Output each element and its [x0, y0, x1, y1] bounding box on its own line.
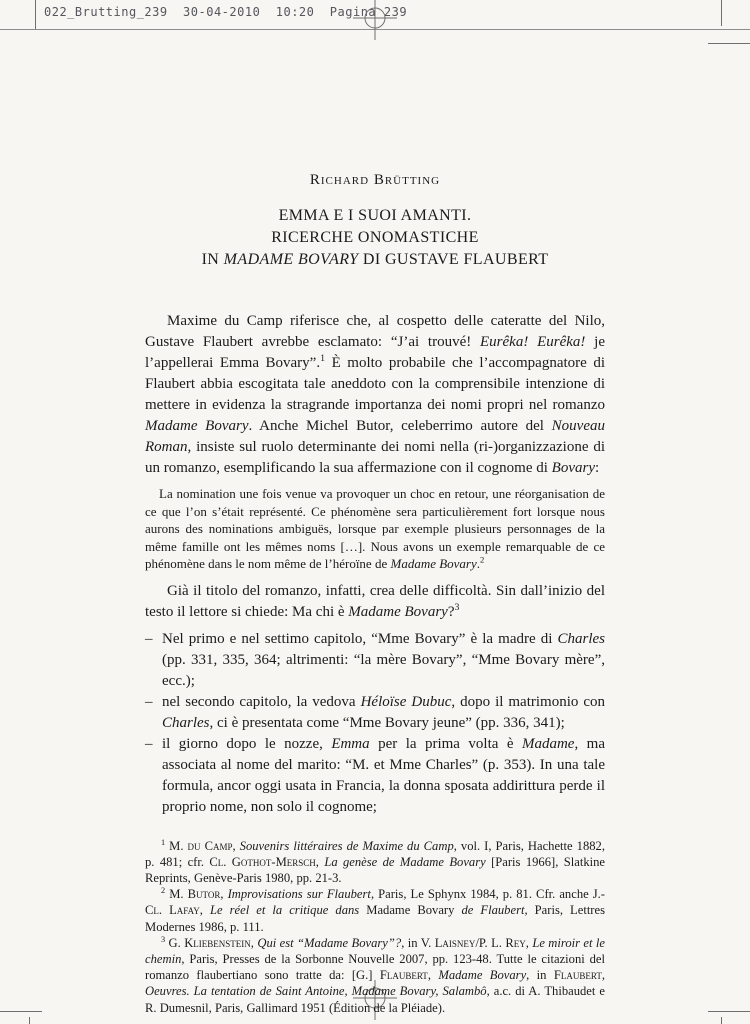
crop-mark	[708, 1011, 750, 1012]
list-dash-marker: –	[145, 630, 153, 647]
proof-header: 022_Brutting_239 30-04-2010 10:20 Pagina 239	[44, 5, 408, 19]
crop-mark	[0, 1011, 42, 1012]
footnote-1: $^1$ M. du Camp, Souvenirs littéraires de Maxime du Camp, vol. I, Paris, Hachette 1882, p. 481; cfr. Cl. Gothot-Mersch, La genèse de Madame Bovary [Paris 1966], Slatkine Reprints, Genève-Paris 1980, pp. 21-3.	[145, 837, 606, 885]
footnote-3: $^3$ G. Kliebenstein, Qui est “Madame Bovary”?, in V. Laisney/P. L. Rey, Le miroir et le chemin, Paris, Presses de la Sorbonne Nouvelle 2007, pp. 123-48. Tutte le citazioni del romanzo flaubertiano sono tratte da: [G.] Flaubert, Madame Bovary, in Flaubert, Oeuvres. La tentation de Saint Antoine, Madame Bovary, Salambô, a.c. di A. Thibaudet e R. Dumesnil, Paris, Gallimard 1951 (Édition de la Pléiade).	[145, 934, 606, 1015]
crop-mark	[29, 1017, 30, 1024]
article-title	[145, 205, 605, 271]
list-dash-marker: –	[145, 693, 153, 710]
crop-mark	[721, 1017, 722, 1024]
paragraph-intro: Maxime du Camp riferisce che, al cospetto delle cateratte del Nilo, Gustave Flaubert avrebbe esclamato: “J’ai trouvé! Eurêka! Eurêka! je l’appellerai Emma Bovary”.$^1$ È molto probabile che l’accompagnatore di Flaubert abbia escogitata tale aneddoto con la comprensibile intenzione di mettere in evidenza la stragrande importanza dei nomi propri nel romanzo Madame Bovary. Anche Michel Butor, celeberrimo autore del Nouveau Roman, insiste sul ruolo determinante dei nomi nella (ri-)organizzazione di un romanzo, esemplificando la sua affermazione con il cognome di Bovary:	[145, 313, 605, 476]
bovary-usage-list	[145, 629, 605, 818]
footnote-2: $^2$ M. Butor, Improvisations sur Flaubert, Paris, Le Sphynx 1984, p. 81. Cfr. anche J.-Cl. Lafay, Le réel et la critique dans Madame Bovary de Flaubert, Paris, Lettres Modernes 1986, p. 111.	[145, 885, 605, 934]
registration-mark-icon	[353, 0, 397, 40]
title-line-3: IN MADAME BOVARY DI GUSTAVE FLAUBERT	[201, 251, 549, 268]
block-quote: La nomination une fois venue va provoquer un choc en retour, une réorganisation de ce que l’on s’était représenté. Ce phénomène sera particulièrement fort lorsque nous aurons des nominations ambiguës, lorsque par exemple plusieurs personnages de la même famille ont les mêmes noms […]. Nous avons un exemple remarquable de ce phénomène dans le nom même de l’héroïne de Madame Bovary.$^2$	[145, 486, 605, 571]
list-item-text: nel secondo capitolo, la vedova Héloïse Dubuc, dopo il matrimonio con Charles, ci è presentata come “Mme Bovary jeune” (pp. 336, 341);	[162, 693, 606, 731]
crop-mark	[708, 43, 750, 44]
list-dash-marker: –	[145, 735, 153, 752]
article-content	[145, 172, 605, 1016]
paragraph-question: Già il titolo del romanzo, infatti, crea delle difficoltà. Sin dall’inizio del testo il lettore si chiede: Ma chi è Madame Bovary?$^3$	[145, 582, 605, 620]
list-item	[145, 734, 605, 818]
list-item-text: Nel primo e nel settimo capitolo, “Mme Bovary” è la madre di Charles (pp. 331, 335, 364; altrimenti: “la mère Bovary”, “Mme Bovary mère”, ecc.);	[162, 630, 605, 689]
title-line-2: RICERCHE ONOMASTICHE	[271, 229, 479, 246]
list-item	[145, 692, 605, 734]
footnotes-section	[145, 838, 605, 1016]
author-name: Richard Brütting	[309, 172, 441, 188]
list-item	[145, 629, 605, 692]
crop-mark	[721, 0, 722, 26]
title-line-1: EMMA E I SUOI AMANTI.	[278, 207, 472, 224]
crop-mark	[35, 0, 36, 29]
list-item-text: il giorno dopo le nozze, Emma per la prima volta è Madame, ma associata al nome del marito: “M. et Mme Charles” (p. 353). In una tale formula, ancor oggi usata in Francia, la donna sposata addirittura perde il proprio nome, non solo il cognome;	[162, 735, 605, 815]
